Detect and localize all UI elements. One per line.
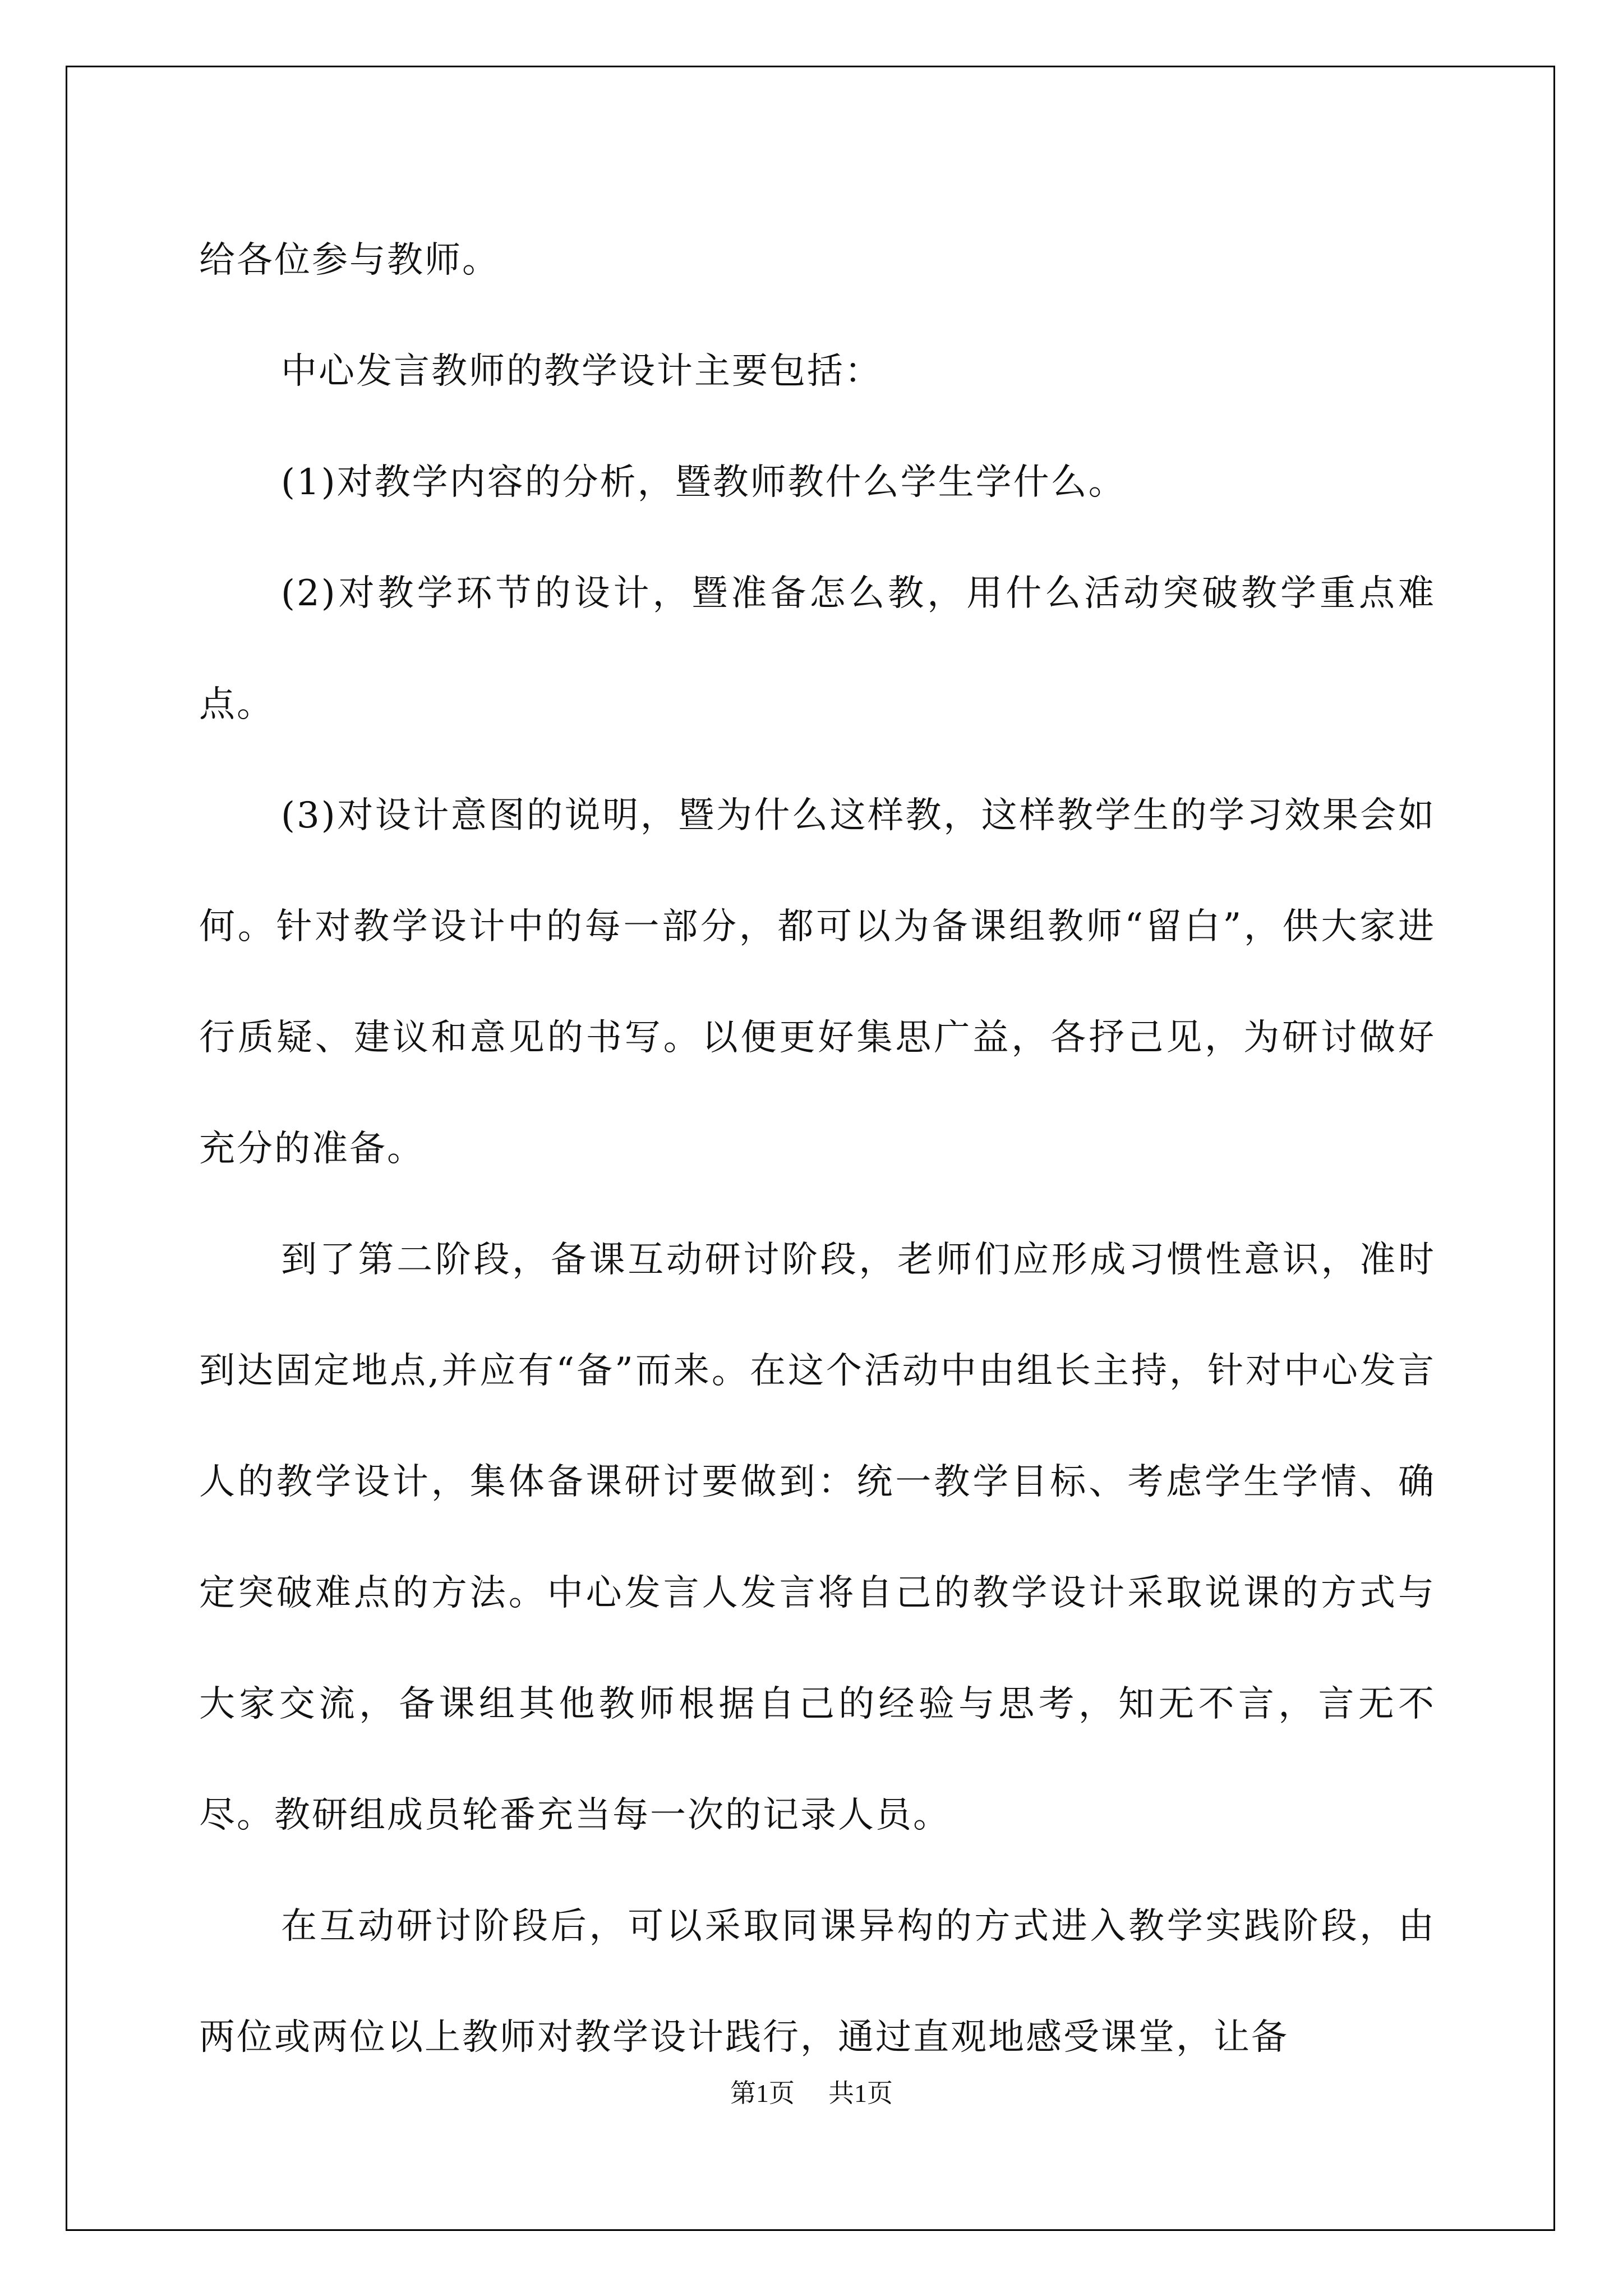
paragraph-1: 给各位参与教师。 [199,240,500,281]
paragraph-2: 中心发言教师的教学设计主要包括： [281,351,882,392]
paragraph-5: (3)对设计意图的说明，暨为什么这样教，这样教学生的学习效果会如何。针对教学设计中的每一部分，都可以为备课组教师“留白”，供大家进行质疑、建议和意见的书写。以便更好集思广益，各抒己见，为研讨做好充分的准备。 [199,795,1436,1170]
paragraph-7: 在互动研讨阶段后，可以采取同课异构的方式进入教学实践阶段，由两位或两位以上教师对教学设计践行，通过直观地感受课堂，让备 [199,1906,1436,2058]
page-number: 第1页 [730,2079,795,2108]
document-body [199,205,1436,2093]
paragraph-4: (2)对教学环节的设计，暨准备怎么教，用什么活动突破教学重点难点。 [199,573,1436,725]
paragraph-6: 到了第二阶段，备课互动研讨阶段，老师们应形成习惯性意识，准时到达固定地点,并应有“备”而来。在这个活动中由组长主持，针对中心发言人的教学设计，集体备课研讨要做到：统一教学目标、考虑学生学情、确定突破难点的方法。中心发言人发言将自己的教学设计采取说课的方式与大家交流，备课组其他教师根据自己的经验与思考，知无不言，言无不尽。教研组成员轮番充当每一次的记录人员。 [199,1239,1436,1836]
paragraph-3: (1)对教学内容的分析，暨教师教什么学生学什么。 [281,462,1126,503]
page-total: 共1页 [828,2079,893,2108]
page-footer [0,2073,1623,2110]
